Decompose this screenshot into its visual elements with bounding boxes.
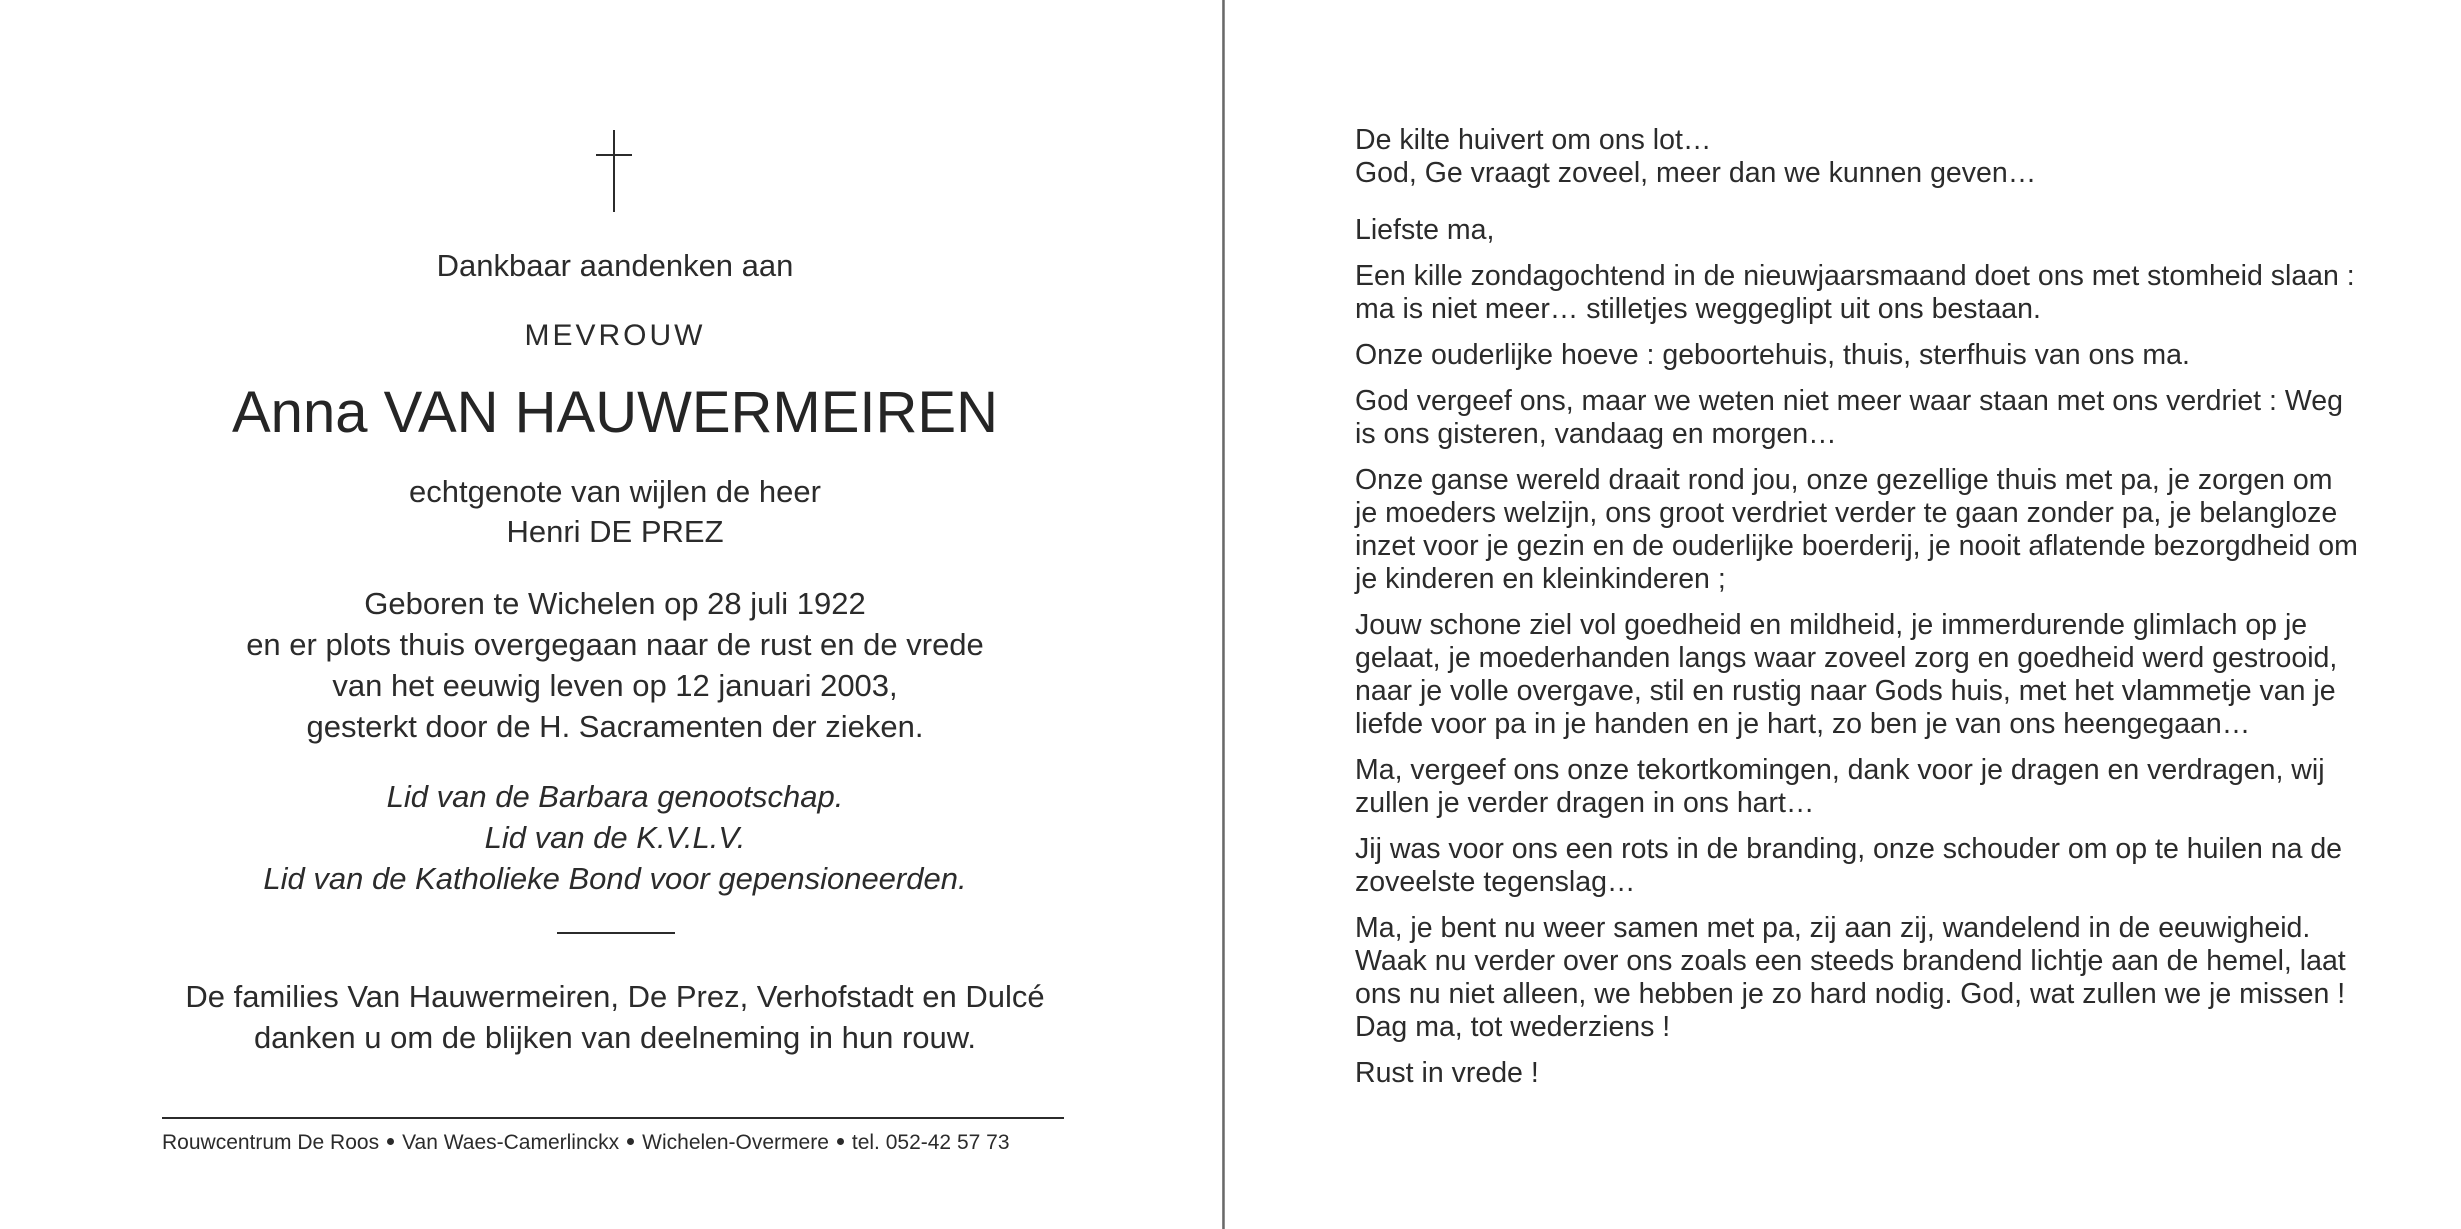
dedication-text: Dankbaar aandenken aan [436, 248, 794, 283]
bullet-icon [627, 1138, 634, 1145]
text-line: ma is niet meer… stilletjes weggeglipt uit ons bestaan. [1355, 293, 2041, 325]
text-line: Onze ganse wereld draait rond jou, onze gezellige thuis met pa, je zorgen om [1355, 464, 2333, 496]
family-thanks [120, 976, 1110, 1058]
footer-divider [162, 1117, 1064, 1119]
membership-line: Lid van de Katholieke Bond voor gepensioneerden. [263, 861, 967, 896]
birth-line: en er plots thuis overgegaan naar de rust en de vrede [246, 627, 984, 662]
text-line: Dag ma, tot wederziens ! [1355, 1011, 1671, 1043]
text-line: zullen je verder dragen in ons hart… [1355, 787, 1815, 819]
paragraph [1355, 833, 2355, 899]
text-line: De kilte huivert om ons lot… [1355, 124, 1712, 156]
text-line: Rust in vrede ! [1355, 1057, 1539, 1089]
paragraph [1355, 464, 2358, 596]
text-line: God vergeef ons, maar we weten niet meer waar staan met ons verdriet : Weg [1355, 385, 2343, 417]
text-line: Jouw schone ziel vol goedheid en mildheid, je immerdurende glimlach op je [1355, 609, 2308, 641]
paragraph [1355, 609, 2355, 741]
funeral-home-footer [162, 1128, 1072, 1158]
text-line: liefde voor pa in je handen en je hart, zo ben je van ons heengegaan… [1355, 708, 2251, 740]
paragraph [1355, 339, 2355, 372]
birth-death-info [120, 583, 1110, 747]
footer-part: Van Waes-Camerlinckx [402, 1131, 620, 1154]
spouse-line: Henri DE PREZ [506, 514, 724, 549]
membership-line: Lid van de Barbara genootschap. [386, 779, 844, 814]
right-page [1225, 0, 2461, 1229]
text-line: Waak nu verder over ons zoals een steeds brandend lichtje aan de hemel, laat [1355, 945, 2346, 977]
footer-part: tel. 052-42 57 73 [851, 1131, 1010, 1154]
text-line: zoveelste tegenslag… [1355, 866, 1636, 898]
footer-part: Wichelen-Overmere [642, 1131, 829, 1154]
paragraph [1355, 124, 2355, 190]
paragraph [1355, 260, 2355, 326]
deceased-name: Anna VAN HAUWERMEIREN [232, 380, 998, 445]
footer-part: Rouwcentrum De Roos [162, 1131, 380, 1154]
bullet-icon [387, 1138, 394, 1145]
text-line: inzet voor je gezin en de ouderlijke boerderij, je nooit aflatende bezorgdheid om [1355, 530, 2358, 562]
paragraph [1355, 1057, 2355, 1090]
text-line: Jij was voor ons een rots in de branding, onze schouder om op te huilen na de [1355, 833, 2343, 865]
left-page [0, 0, 1222, 1229]
text-line: gelaat, je moederhanden langs waar zoveel zorg en goedheid werd gestrooid, [1355, 642, 2338, 674]
text-line: je kinderen en kleinkinderen ; [1355, 563, 1726, 595]
text-line: ons nu niet alleen, we hebben je zo hard nodig. God, wat zullen we je missen ! [1355, 978, 2346, 1010]
text-line: Onze ouderlijke hoeve : geboortehuis, thuis, sterfhuis van ons ma. [1355, 339, 2190, 371]
membership-info [120, 776, 1110, 899]
honorific: MEVROUW [524, 319, 706, 352]
text-line: Ma, vergeef ons onze tekortkomingen, dank voor je dragen en verdragen, wij [1355, 754, 2325, 786]
birth-line: Geboren te Wichelen op 28 juli 1922 [364, 586, 866, 621]
birth-line: van het eeuwig leven op 12 januari 2003, [332, 668, 898, 703]
cross-icon [596, 130, 632, 212]
thanks-line: danken u om de blijken van deelneming in hun rouw. [253, 1020, 977, 1055]
membership-line: Lid van de K.V.L.V. [484, 820, 746, 855]
divider-short [557, 932, 675, 934]
spouse-line: echtgenote van wijlen de heer [409, 474, 821, 509]
text-line: God, Ge vraagt zoveel, meer dan we kunnen geven… [1355, 157, 2037, 189]
thanks-line: De families Van Hauwermeiren, De Prez, Verhofstadt en Dulcé [185, 979, 1045, 1014]
paragraph [1355, 214, 2355, 247]
bullet-icon [837, 1138, 844, 1145]
spouse-info [120, 472, 1110, 552]
paragraph [1355, 385, 2355, 451]
text-line: Ma, je bent nu weer samen met pa, zij aan zij, wandelend in de eeuwigheid. [1355, 912, 2311, 944]
text-line: is ons gisteren, vandaag en morgen… [1355, 418, 1837, 450]
paragraph [1355, 912, 2355, 1044]
text-line: je moeders welzijn, ons groot verdriet verder te gaan zonder pa, je belangloze [1355, 497, 2338, 529]
paragraph [1355, 754, 2355, 820]
birth-line: gesterkt door de H. Sacramenten der zieken. [306, 709, 924, 744]
text-line: Liefste ma, [1355, 214, 1495, 246]
text-line: Een kille zondagochtend in de nieuwjaarsmaand doet ons met stomheid slaan : [1355, 260, 2355, 292]
text-line: naar je volle overgave, stil en rustig naar Gods huis, met het vlammetje van je [1355, 675, 2336, 707]
memorial-text [1355, 124, 2358, 1103]
